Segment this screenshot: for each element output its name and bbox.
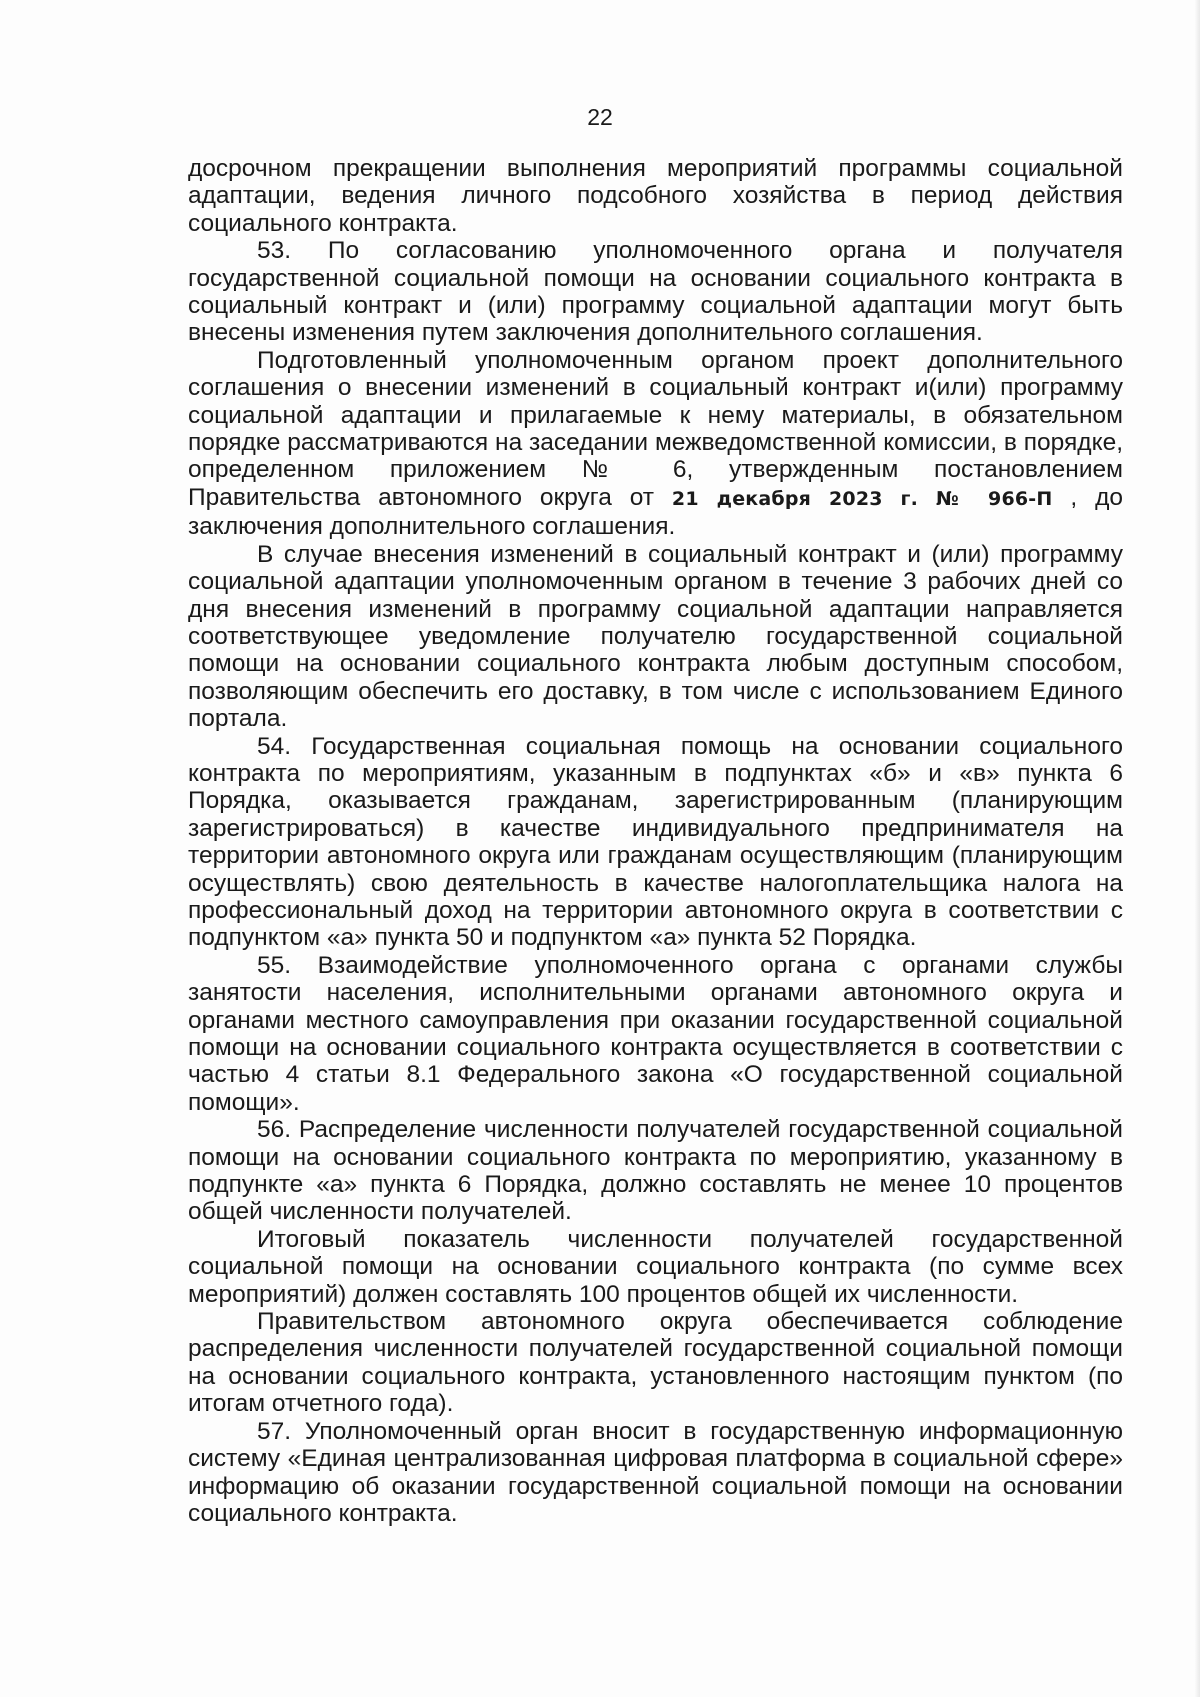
page-number: 22	[587, 104, 613, 130]
paragraph-additional-agreement	[188, 347, 1123, 541]
paragraph-56: 56. Распределение численности получателей государственной социальной помощи на основании социального контракта по мероприятию, указанному в подпункте «а» пункта 6 Порядка, должно составлять не менее 10 процентов общей численности получателей.	[188, 1116, 1123, 1226]
paragraph-53: 53. По согласованию уполномоченного органа и получателя государственной социальной помощи на основании социального контракта в социальный контракт и (или) программу социальной адаптации могут быть внесены изменения путем заключения дополнительного соглашения.	[188, 237, 1123, 347]
paragraph-54: 54. Государственная социальная помощь на основании социального контракта по мероприятиям, указанным в подпунктах «б» и «в» пункта 6 Порядка, оказывается гражданам, зарегистрированным (планирующим зарегистрироваться) в качестве индивидуального предпринимателя на территории автономного округа или гражданам осуществляющим (планирующим осуществлять) свою деятельность в качестве налогоплательщика налога на профессиональный доход на территории автономного округа в соответствии с подпунктом «а» пункта 50 и подпунктом «а» пункта 52 Порядка.	[188, 732, 1123, 952]
paragraph-57: 57. Уполномоченный орган вносит в государственную информационную систему «Единая централизованная цифровая платформа в социальной сфере» информацию об оказании государственной социальной помощи на основании социального контракта.	[188, 1417, 1123, 1527]
paragraph-changes-notification: В случае внесения изменений в социальный контракт и (или) программу социальной адаптации уполномоченным органом в течение 3 рабочих дней со дня внесения изменений в программу социальной адаптации направляется соответствующее уведомление получателю государственной социальной помощи на основании социального контракта любым доступным способом, позволяющим обеспечить его доставку, в том числе с использованием Единого портала.	[188, 540, 1123, 733]
paragraph-55: 55. Взаимодействие уполномоченного органа с органами службы занятости населения, исполнительными органами автономного округа и органами местного самоуправления при оказании государственной социальной помощи на основании социального контракта осуществляется в соответствии с частью 4 статьи 8.1 Федерального закона «О государственной социальной помощи».	[188, 951, 1123, 1116]
document-body	[188, 155, 1123, 1527]
paragraph-text-before-stamp: Подготовленный уполномоченным органом проект дополнительного соглашения о внесении изменений в социальный контракт и(или) программу социальной адаптации и прилагаемые к нему материалы, в обязательном порядке рассматриваются на заседании межведомственной комиссии, в порядке, определенном приложением № 6, утвержденным постановлением Правительства автономного округа от	[188, 346, 1123, 511]
paragraph-government-distribution: Правительством автономного округа обеспечивается соблюдение распределения численности получателей государственной социальной помощи на основании социального контракта, установленного настоящим пунктом (по итогам отчетного года).	[188, 1308, 1123, 1418]
scan-edge-shadow	[1194, 0, 1200, 1697]
paragraph-total-indicator: Итоговый показатель численности получателей государственной социальной помощи на основании социального контракта (по сумме всех мероприятий) должен составлять 100 процентов общей их численности.	[188, 1225, 1123, 1308]
paragraph-continuation: досрочном прекращении выполнения мероприятий программы социальной адаптации, ведения личного подсобного хозяйства в период действия социального контракта.	[188, 155, 1123, 237]
paragraph-text-after-stamp: , до заключения дополнительного соглашения.	[188, 483, 1124, 541]
resolution-date-stamp: 21 декабря 2023 г. № 966-П	[671, 487, 1053, 510]
